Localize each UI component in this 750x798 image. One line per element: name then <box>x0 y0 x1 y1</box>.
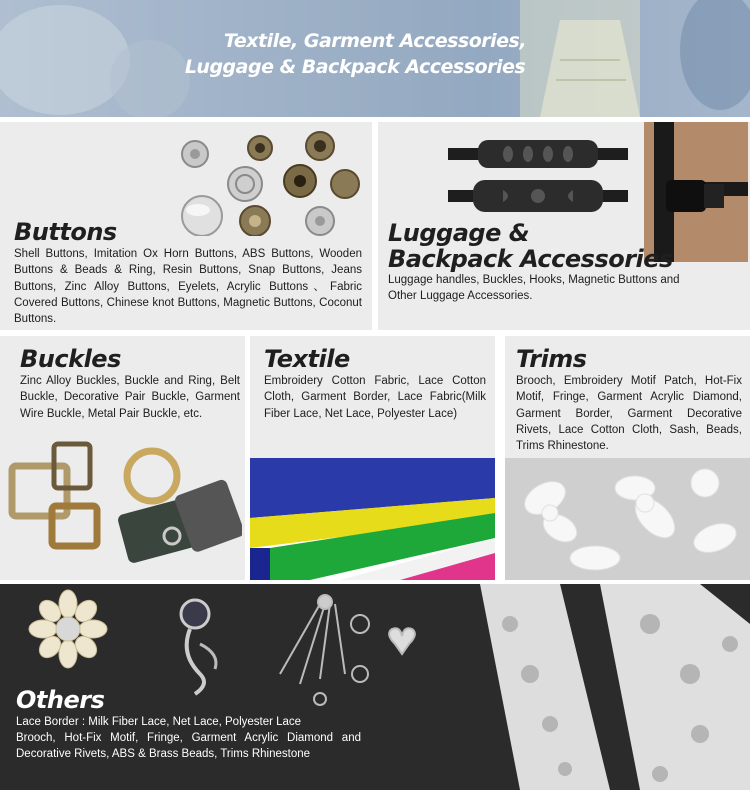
luggage-handles-photo <box>448 140 628 220</box>
luggage-title-line1: Luggage & <box>388 219 530 247</box>
buckles-description: Zinc Alloy Buckles, Buckle and Ring, Belt Buckle, Decorative Pair Buckle, Garment Wire Buckle, Metal Pair Buckle, etc. <box>20 375 240 420</box>
side-release-buckle-photo <box>644 122 748 262</box>
others-panel <box>0 584 750 790</box>
fringe-charms <box>280 595 415 705</box>
crystal-brooch <box>181 600 216 694</box>
banner-title-line2: Luggage & Backpack Accessories <box>184 56 526 78</box>
buckles-panel <box>0 336 245 580</box>
luggage-panel <box>378 122 750 330</box>
others-description-line2: Brooch, Hot-Fix Motif, Fringe, Garment Acrylic Diamond and Decorative Rivets, ABS & Brass Beads, Trims Rhinestone <box>16 732 361 761</box>
luggage-description: Luggage handles, Buckles, Hooks, Magnetic Buttons and Other Luggage Accessories. <box>388 274 680 303</box>
textile-title: Textile <box>264 345 350 373</box>
textile-photo <box>250 458 495 580</box>
buttons-title: Buttons <box>14 218 117 246</box>
textile-description: Embroidery Cotton Fabric, Lace Cotton Cloth, Garment Border, Lace Fabric(Milk Fiber Lace, Net Lace, Polyester Lace) <box>264 375 486 420</box>
trims-description: Brooch, Embroidery Motif Patch, Hot-Fix Motif, Fringe, Garment Acrylic Diamond, Garment Border, Garment Decorative Rivets, Lace Cotton Cloth, Sash, Beads, Trims Rhinestone. <box>516 375 742 453</box>
trims-title: Trims <box>516 345 587 373</box>
pearl-brooch <box>29 590 107 668</box>
others-title: Others <box>16 686 105 714</box>
lace-trim-photo <box>505 458 750 580</box>
lace-border-rolls <box>480 584 750 790</box>
buttons-description: Shell Buttons, Imitation Ox Horn Buttons, ABS Buttons, Wooden Buttons & Beads & Ring, Resin Buttons, Snap Buttons, Jeans Buttons, Zinc Alloy Buttons, Eyelets, Acrylic Buttons、Fabric Covered Buttons, Chinese knot Buttons, Magnetic Buttons, Coconut Buttons. <box>14 248 362 326</box>
header-banner <box>0 0 750 117</box>
buckles-photo <box>2 436 242 576</box>
others-description-line1: Lace Border : Milk Fiber Lace, Net Lace, Polyester Lace <box>16 716 302 728</box>
textile-panel <box>250 336 495 580</box>
trims-panel <box>505 336 750 580</box>
buckles-title: Buckles <box>20 345 121 373</box>
buttons-photo <box>170 126 370 236</box>
buttons-panel <box>0 122 372 330</box>
luggage-title-line2: Backpack Accessories <box>388 245 673 273</box>
banner-title-line1: Textile, Garment Accessories, <box>223 30 527 52</box>
